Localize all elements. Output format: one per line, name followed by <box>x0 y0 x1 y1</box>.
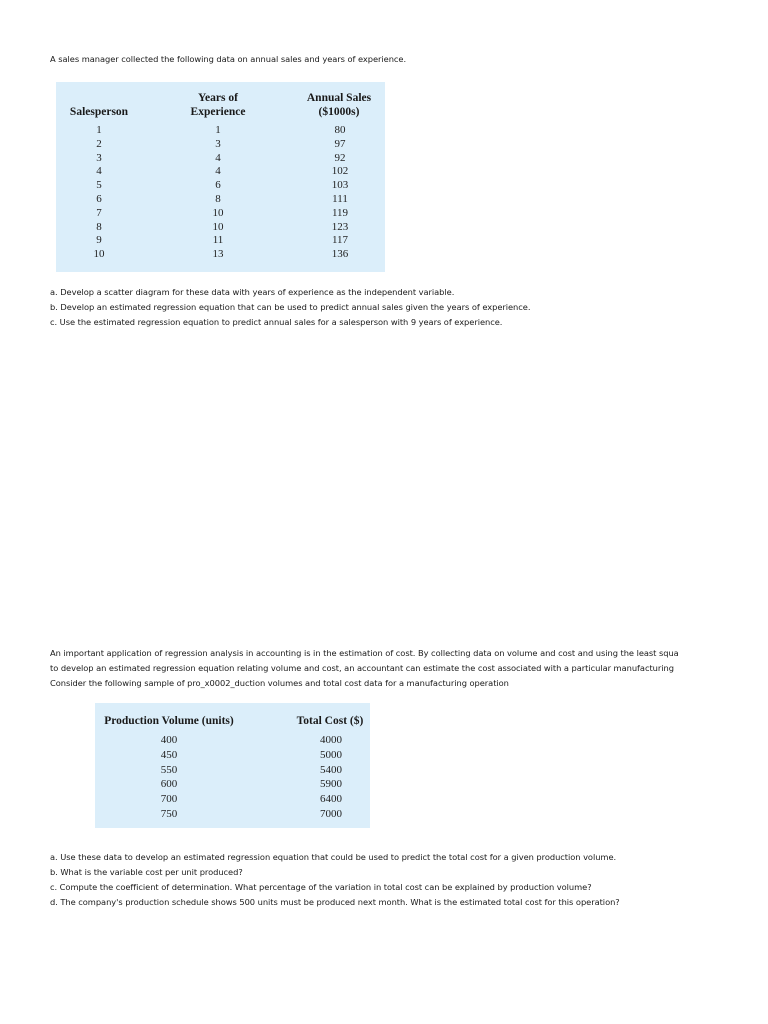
table-cell: 7 <box>96 206 102 219</box>
table-cell: 102 <box>331 165 349 178</box>
column-total-cost <box>313 733 349 822</box>
table-cell: 119 <box>331 206 349 219</box>
problem2-intro-line2: to develop an estimated regression equation relating volume and cost, an accountant can estimate the cost associated with a particular manufacturing <box>50 663 674 673</box>
table-cell: 1 <box>215 124 221 136</box>
table-cell: 10 <box>93 248 105 261</box>
header-salesperson: Salesperson <box>69 106 129 118</box>
sales-experience-table <box>56 82 385 272</box>
problem2-question-b: b. What is the variable cost per unit produced? <box>50 867 243 877</box>
problem1-question-a: a. Develop a scatter diagram for these data with years of experience as the independent variable. <box>50 287 455 297</box>
column-salesperson <box>84 124 114 262</box>
problem1-question-b: b. Develop an estimated regression equation that can be used to predict annual sales given the years of experience. <box>50 302 531 312</box>
table-cell: 6 <box>215 179 221 192</box>
table-cell: 3 <box>96 151 102 164</box>
table-cell: 80 <box>334 124 346 136</box>
column-sales <box>324 124 356 262</box>
table-cell: 111 <box>332 192 348 205</box>
table-cell: 600 <box>160 778 178 791</box>
table-cell: 103 <box>331 179 349 192</box>
column-years <box>203 124 233 262</box>
table-cell: 6400 <box>320 793 342 806</box>
table-cell: 7000 <box>320 807 342 820</box>
table-cell: 117 <box>331 234 349 247</box>
table-cell: 5900 <box>320 778 342 791</box>
problem2-question-c: c. Compute the coefficient of determination. What percentage of the variation in total cost can be explained by production volume? <box>50 882 592 892</box>
table-cell: 97 <box>334 137 346 150</box>
column-production-volume <box>153 733 185 822</box>
table-cell: 11 <box>212 234 224 247</box>
table-cell: 1 <box>96 124 102 136</box>
table-cell: 8 <box>215 192 221 205</box>
table-cell: 13 <box>212 248 224 261</box>
table-cell: 400 <box>160 734 178 746</box>
header-years-line1: Years of <box>198 92 238 104</box>
table-cell: 5400 <box>320 763 342 776</box>
problem1-question-c: c. Use the estimated regression equation to predict annual sales for a salesperson with 9 years of experience. <box>50 317 503 327</box>
table-cell: 123 <box>331 220 349 233</box>
table-cell: 9 <box>96 234 102 247</box>
table-cell: 136 <box>331 248 349 261</box>
table-cell: 450 <box>160 748 178 761</box>
table-cell: 4 <box>96 165 102 178</box>
table-cell: 10 <box>212 220 224 233</box>
table-cell: 5000 <box>320 748 342 761</box>
table-cell: 4 <box>215 151 221 164</box>
problem2-question-a: a. Use these data to develop an estimated regression equation that could be used to predict the total cost for a given production volume. <box>50 852 617 862</box>
header-years-line2: Experience <box>190 106 246 118</box>
table-cell: 8 <box>96 220 102 233</box>
header-total-cost: Total Cost ($) <box>296 715 364 727</box>
table-cell: 10 <box>212 206 224 219</box>
table-cell: 550 <box>160 763 178 776</box>
table-cell: 3 <box>215 137 221 150</box>
header-sales-line1: Annual Sales <box>306 92 372 104</box>
header-sales-line2: ($1000s) <box>318 106 360 118</box>
production-cost-table <box>95 703 370 828</box>
table-cell: 4 <box>215 165 221 178</box>
table-cell: 750 <box>160 807 178 820</box>
table-cell: 6 <box>96 192 102 205</box>
problem2-question-d: d. The company's production schedule shows 500 units must be produced next month. What is the estimated total cost for this operation? <box>50 897 620 907</box>
table-cell: 700 <box>160 793 178 806</box>
table-cell: 2 <box>96 137 102 150</box>
problem1-intro: A sales manager collected the following data on annual sales and years of experience. <box>50 54 407 64</box>
problem2-intro-line3: Consider the following sample of pro_x0002_duction volumes and total cost data for a manufacturing operation <box>50 678 509 688</box>
header-production-volume: Production Volume (units) <box>104 715 234 727</box>
table-cell: 4000 <box>320 734 342 746</box>
problem2-intro-line1: An important application of regression analysis in accounting is in the estimation of cost. By collecting data on volume and cost and using the least squa <box>50 648 679 658</box>
table-cell: 5 <box>96 179 102 192</box>
table-cell: 92 <box>334 151 346 164</box>
